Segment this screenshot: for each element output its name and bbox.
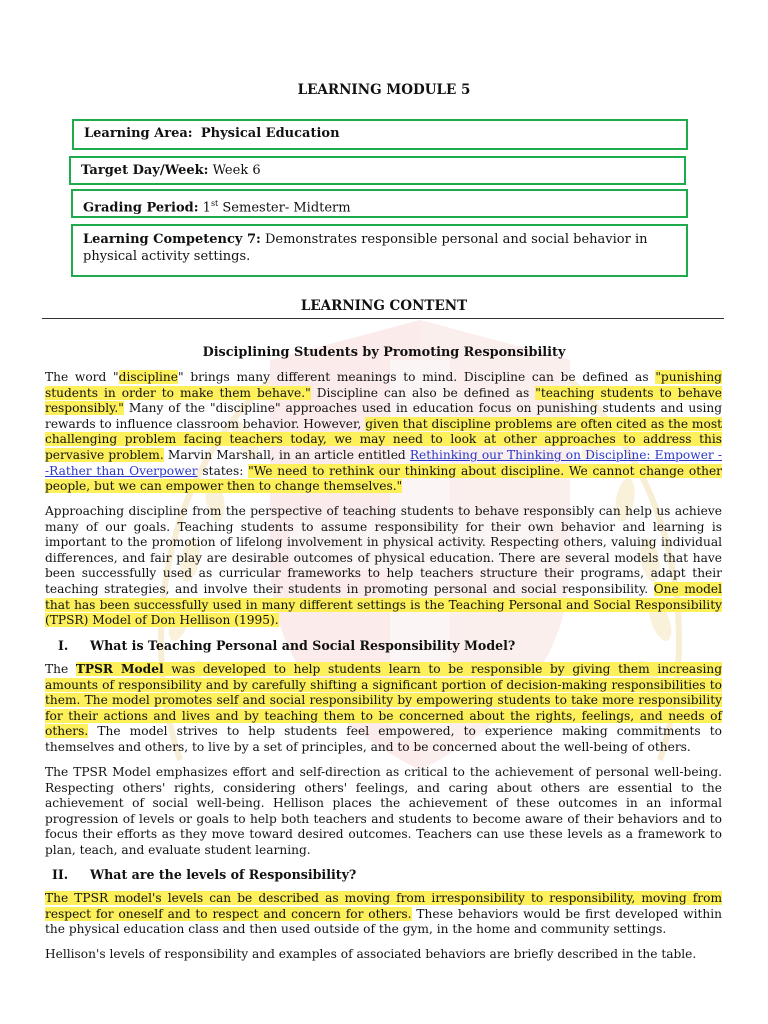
- module-title: LEARNING MODULE 5: [297, 82, 471, 98]
- p1-highlight-teaching: "teaching students to behave responsibly.": [45, 385, 722, 416]
- paragraph-tpsr-model: [45, 662, 722, 756]
- p1-text-a: The word ": [45, 370, 119, 384]
- learning-area-label: Learning Area:: [84, 126, 193, 141]
- learning-content-heading: LEARNING CONTENT: [300, 298, 468, 314]
- section-2-heading: [52, 867, 356, 882]
- grading-period-label: Grading Period:: [83, 200, 199, 216]
- paragraph-hellison-table: Hellison's levels of responsibility and examples of associated behaviors are briefly described in the table.: [45, 947, 697, 961]
- p3-highlight-tpsr-model: TPSR Model: [75, 662, 164, 676]
- paragraph-emphasizes: The TPSR Model emphasizes effort and self-direction as critical to the achievement of personal well-being. Respecting others' rights, considering others' feelings, and caring about others are essential to the achievement of social well-being. Hellison places the achievement of these outcomes in an informal progression of levels or goals to help both teachers and students to become aware of their behaviors and to focus their efforts as they move toward desired outcomes. Teachers can use these levels as a framework to plan, teach, and evaluate student learning.: [45, 765, 722, 857]
- paragraph-discipline: [45, 370, 722, 495]
- p2-text-a: Approaching discipline from the perspective of teaching students to behave responsibly can help us achieve many of our goals. Teaching students to assume responsibility for their own behavior and learning is important to the promotion of lifelong involvement in physical activity. Respecting others, valuing individual differences, and fair play are desirable outcomes of physical education. There are several models that have been successfully used as curricular frameworks to help teachers structure their programs, adapt their teaching strategies, and involve their students in promoting personal and social responsibility.: [45, 504, 722, 596]
- article-title: Disciplining Students by Promoting Responsibility: [202, 345, 566, 360]
- target-week-value: Week 6: [212, 163, 261, 178]
- p1-text-g: Many of the "discipline" approaches used in education focus on punishing students and using rewards to influence classroom behavior. However,: [45, 401, 722, 431]
- p2-highlight-tpsr: One model that has been successfully used in many different settings is the Teaching Personal and Social Responsibility (TPSR) Model of Don Hellison (1995).: [45, 581, 722, 628]
- p1-highlight-problem: given that discipline problems are often cited as the most challenging problem facing teachers today, we may need to look at other approaches to address this pervasive problem.: [45, 416, 722, 462]
- section-2-number: II.: [52, 867, 69, 882]
- p5-highlight-levels: The TPSR model's levels can be described as moving from irresponsibility to responsibility, moving from respect for oneself and to respect and concern for others.: [45, 891, 722, 921]
- p3-highlight-developed: was developed to help students learn to be responsible by giving them increasing amounts of responsibility and by carefully shifting a significant portion of decision-making responsibilities to them. The model promotes self and social responsibility by empowering students to take more responsibility for their actions and lives and by teaching them to be concerned about the rights, feelings, and needs of others.: [45, 662, 723, 739]
- section-1-number: I.: [58, 638, 69, 653]
- target-week-box: [69, 156, 686, 185]
- p1-highlight-discipline: discipline: [118, 370, 178, 384]
- grading-period-num: 1: [202, 200, 211, 216]
- grading-period-value: Semester- Midterm: [222, 200, 351, 216]
- learning-competency-label: Learning Competency 7:: [83, 232, 261, 247]
- learning-competency-box: [71, 224, 688, 277]
- section-divider: [42, 318, 724, 319]
- target-week-label: Target Day/Week:: [81, 163, 209, 178]
- p1-text-j: states:: [197, 463, 249, 478]
- p5-text-b: These behaviors would be first developed within the physical education class and then used outside of the gym, in the home and community settings.: [45, 906, 722, 937]
- paragraph-levels: [45, 891, 722, 938]
- p1-highlight-quote: "We need to rethink our thinking about discipline. We cannot change other people, but we can empower then to change themselves.": [45, 463, 723, 494]
- learning-competency-value: Demonstrates responsible personal and social behavior in physical activity settings.: [83, 232, 648, 264]
- p1-text-i: Marvin Marshall, in an article entitled: [163, 447, 410, 462]
- p1-highlight-punishing: "punishing students in order to make them behave.": [45, 370, 722, 400]
- section-1-title: What is Teaching Personal and Social Responsibility Model?: [90, 638, 516, 653]
- paragraph-approaching: [45, 504, 722, 629]
- grading-period-sup: st: [210, 199, 219, 208]
- article-link[interactable]: Rethinking our Thinking on Discipline: Empower --Rather than Overpower: [45, 447, 722, 478]
- p1-text-c: " brings many different meanings to mind. Discipline can be defined as: [177, 370, 656, 384]
- grading-period-box: [71, 189, 688, 218]
- learning-area-value: Physical Education: [200, 126, 340, 141]
- learning-area-box: [72, 119, 688, 150]
- p3-text-d: The model strives to help students feel empowered, to experience making commitments to themselves and others, to live by a set of principles, and to be concerned about the well-being of others.: [45, 724, 722, 754]
- p3-text-a: The: [45, 662, 76, 676]
- p1-text-e: Discipline can also be defined as: [310, 385, 536, 400]
- section-2-title: What are the levels of Responsibility?: [90, 867, 357, 882]
- section-1-heading: [58, 638, 515, 653]
